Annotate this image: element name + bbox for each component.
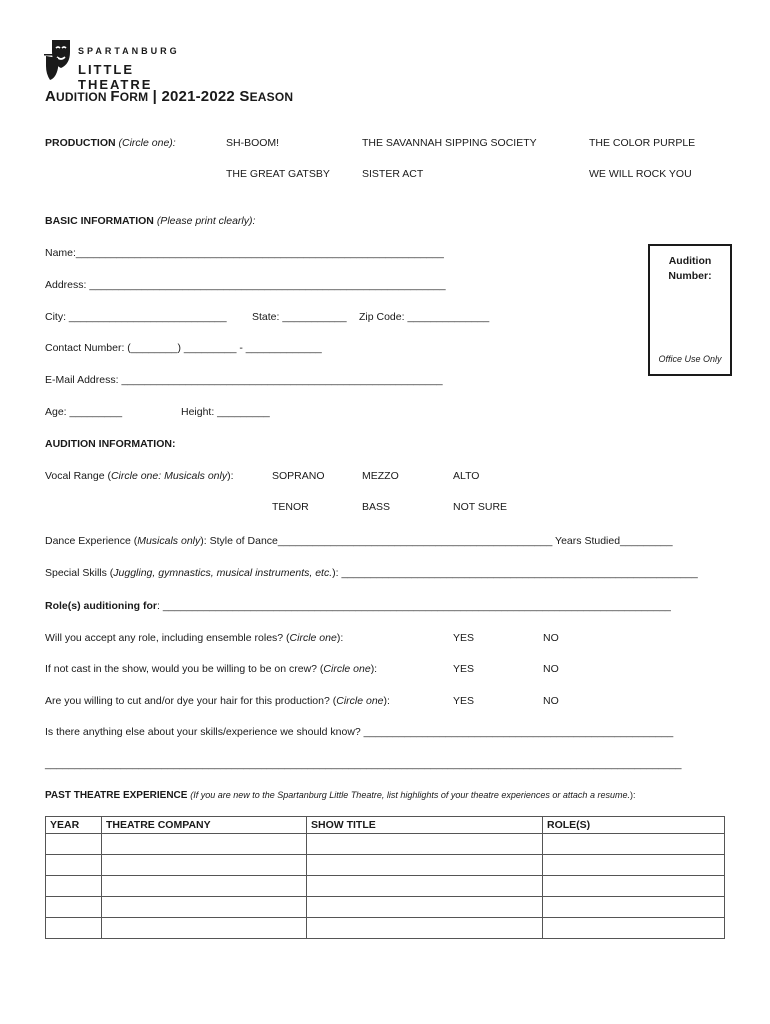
table-cell[interactable] [543,834,725,855]
table-cell[interactable] [102,834,307,855]
height-field[interactable]: Height: _________ [181,406,270,418]
table-row [46,876,725,897]
yes-option[interactable]: YES [453,632,475,644]
no-option[interactable]: NO [543,632,559,644]
vocal-option[interactable]: TENOR [272,501,309,513]
table-cell[interactable] [543,855,725,876]
table-header-row [46,817,725,834]
audition-number-box [648,244,732,376]
no-option[interactable]: NO [543,695,559,707]
column-header-year: YEAR [46,817,102,834]
table-cell[interactable] [46,876,102,897]
past-experience-heading: PAST THEATRE EXPERIENCE (If you are new to the Spartanburg Little Theatre, list highlights of your theatre experiences or attach a resume.): [45,790,636,801]
table-cell[interactable] [102,876,307,897]
address-field[interactable]: Address: _____________________________________________________________ [45,279,446,291]
age-field[interactable]: Age: _________ [45,406,123,418]
table-cell[interactable] [543,918,725,939]
vocal-option[interactable]: ALTO [453,470,480,482]
production-option[interactable]: WE WILL ROCK YOU [589,168,692,180]
logo [44,38,204,92]
basic-info-heading: BASIC INFORMATION (Please print clearly): [45,215,256,227]
table-cell[interactable] [307,918,543,939]
audition-box-subtitle: Number: [668,270,712,282]
vocal-option[interactable]: SOPRANO [272,470,325,482]
contact-number-field[interactable]: Contact Number: (________) _________ - _____________ [45,342,322,354]
question-hair: Are you willing to cut and/or dye your hair for this production? (Circle one): [45,695,390,707]
vocal-option[interactable]: MEZZO [362,470,399,482]
column-header-roles: ROLE(S) [543,817,725,834]
vocal-option[interactable]: NOT SURE [453,501,508,513]
anything-else-line[interactable]: _____________________________________________________________________________________________________________ [45,758,682,770]
experience-table [45,816,725,939]
yes-option[interactable]: YES [453,695,475,707]
table-cell[interactable] [543,876,725,897]
table-cell[interactable] [307,876,543,897]
production-option[interactable]: THE SAVANNAH SIPPING SOCIETY [362,137,537,149]
theatre-masks-icon [44,38,76,82]
table-cell[interactable] [307,897,543,918]
production-option[interactable]: SISTER ACT [362,168,424,180]
table-cell[interactable] [46,918,102,939]
name-field[interactable]: Name:_______________________________________________________________ [45,247,444,259]
question-crew: If not cast in the show, would you be willing to be on crew? (Circle one): [45,663,378,675]
yes-option[interactable]: YES [453,663,475,675]
production-option[interactable]: THE GREAT GATSBY [226,168,330,180]
table-cell[interactable] [543,897,725,918]
audition-info-heading: AUDITION INFORMATION: [45,438,176,450]
table-cell[interactable] [46,855,102,876]
no-option[interactable]: NO [543,663,559,675]
table-cell[interactable] [102,918,307,939]
question-accept-any-role: Will you accept any role, including ensemble roles? (Circle one): [45,632,344,644]
roles-auditioning-field[interactable]: Role(s) auditioning for: _______________________________________________________________________________________ [45,600,671,612]
table-row [46,855,725,876]
table-row [46,897,725,918]
production-option[interactable]: SH-BOOM! [226,137,280,149]
anything-else-field[interactable]: Is there anything else about your skills/experience we should know? _____________________________________________________ [45,726,674,738]
logo-line-1: SPARTANBURG [78,46,180,56]
table-cell[interactable] [307,855,543,876]
production-option[interactable]: THE COLOR PURPLE [589,137,696,149]
table-row [46,834,725,855]
page-title: AUDITION FORM | 2021-2022 SEASON [45,88,294,105]
office-use-label: Office Use Only [658,354,722,364]
logo-line-2: LITTLE THEATRE [78,62,153,92]
table-cell[interactable] [307,834,543,855]
audition-box-title: Audition [668,255,712,267]
zip-field[interactable]: Zip Code: ______________ [359,311,490,323]
state-field[interactable]: State: ___________ [252,311,347,323]
table-cell[interactable] [102,855,307,876]
vocal-range-label: Vocal Range (Circle one: Musicals only): [45,470,234,482]
table-cell[interactable] [102,897,307,918]
column-header-show-title: SHOW TITLE [307,817,543,834]
table-row [46,918,725,939]
column-header-theatre-company: THEATRE COMPANY [102,817,307,834]
city-field[interactable]: City: ___________________________ [45,311,227,323]
table-cell[interactable] [46,897,102,918]
special-skills-field[interactable]: Special Skills (Juggling, gymnastics, musical instruments, etc.): _____________________________________________________________ [45,567,698,579]
email-field[interactable]: E-Mail Address: _______________________________________________________ [45,374,443,386]
table-cell[interactable] [46,834,102,855]
vocal-option[interactable]: BASS [362,501,391,513]
dance-experience-field[interactable]: Dance Experience (Musicals only): Style of Dance_______________________________________________ Years Studied_________ [45,535,673,547]
production-label: PRODUCTION (Circle one): [45,137,176,149]
